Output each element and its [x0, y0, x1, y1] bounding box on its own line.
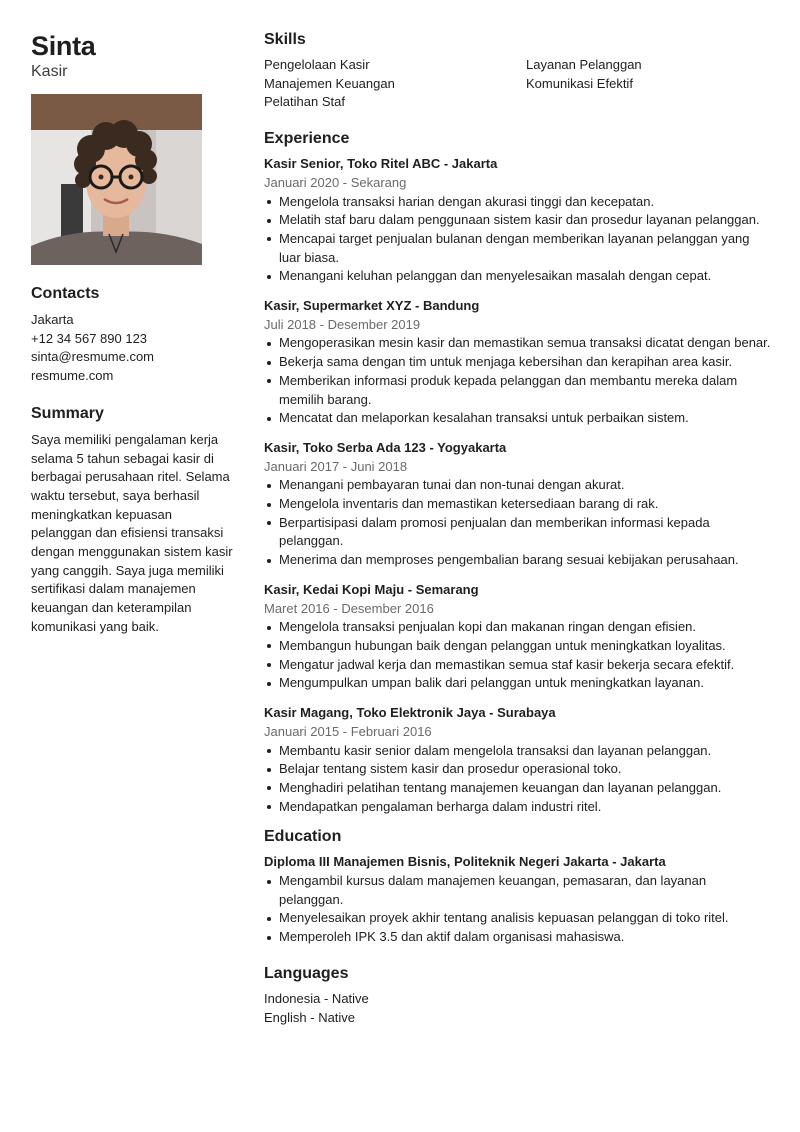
education-bullet: Menyelesaikan proyek akhir tentang analisis kepuasan pelanggan di toko ritel. — [264, 909, 774, 928]
job-entry-title: Kasir Senior, Toko Ritel ABC - Jakarta — [264, 156, 498, 172]
person-name: Sinta — [31, 31, 96, 61]
job-bullet: Belajar tentang sistem kasir dan prosedur operasional toko. — [264, 760, 774, 779]
skills-col-1 — [264, 56, 526, 112]
job-entry — [264, 297, 774, 428]
skill-item: Pelatihan Staf — [264, 94, 345, 110]
job-bullet: Mengumpulkan umpan balik dari pelanggan untuk meningkatkan layanan. — [264, 674, 774, 693]
job-bullet: Mengelola inventaris dan memastikan ketersediaan barang di rak. — [264, 495, 774, 514]
job-entry-title: Kasir, Kedai Kopi Maju - Semarang — [264, 581, 479, 597]
job-entry-dates: Januari 2020 - Sekarang — [264, 174, 407, 190]
skills-section — [264, 30, 774, 112]
job-entry-dates: Juli 2018 - Desember 2019 — [264, 316, 421, 332]
job-bullet: Mencapai target penjualan bulanan dengan memberikan layanan pelanggan yang luar biasa. — [264, 230, 774, 267]
skills-grid — [264, 56, 774, 112]
job-title: Kasir — [31, 63, 68, 80]
right-column — [264, 30, 774, 1027]
job-bullet: Menerima dan memproses pengembalian barang sesuai kebijakan perusahaan. — [264, 551, 774, 570]
education-bullet: Mengambil kursus dalam manajemen keuangan, pemasaran, dan layanan pelanggan. — [264, 872, 774, 909]
job-bullet: Mengelola transaksi penjualan kopi dan makanan ringan dengan efisien. — [264, 618, 774, 637]
education-heading: Education — [264, 828, 342, 846]
contact-location: Jakarta — [31, 312, 74, 327]
job-entry-dates: Maret 2016 - Desember 2016 — [264, 600, 434, 616]
job-bullet: Menangani keluhan pelanggan dan menyelesaikan masalah dengan cepat. — [264, 267, 774, 286]
experience-section — [264, 129, 774, 816]
profile-photo — [31, 94, 202, 265]
job-bullet: Menghadiri pelatihan tentang manajemen keuangan dan layanan pelanggan. — [264, 779, 774, 798]
education-bullet: Memperoleh IPK 3.5 dan aktif dalam organisasi mahasiswa. — [264, 928, 774, 947]
summary-heading: Summary — [31, 404, 104, 422]
job-bullet: Melatih staf baru dalam penggunaan sistem kasir dan prosedur layanan pelanggan. — [264, 211, 774, 230]
language-item: Indonesia - Native — [264, 990, 369, 1006]
job-bullet: Berpartisipasi dalam promosi penjualan dan memberikan informasi kepada pelanggan. — [264, 514, 774, 551]
job-entry-title: Kasir Magang, Toko Elektronik Jaya - Surabaya — [264, 705, 556, 721]
contact-website[interactable]: resmume.com — [31, 368, 114, 384]
job-bullet: Mengelola transaksi harian dengan akurasi tinggi dan kecepatan. — [264, 193, 774, 212]
skill-item: Layanan Pelanggan — [526, 57, 642, 72]
summary-section — [31, 404, 236, 637]
contact-phone[interactable]: +12 34 567 890 123 — [31, 330, 148, 346]
job-entry-dates: Januari 2017 - Juni 2018 — [264, 458, 408, 474]
job-bullet: Bekerja sama dengan tim untuk menjaga kebersihan dan kerapihan area kasir. — [264, 353, 774, 372]
job-bullet: Mengatur jadwal kerja dan memastikan semua staf kasir bekerja secara efektif. — [264, 656, 774, 675]
job-bullets — [264, 193, 774, 287]
skills-heading: Skills — [264, 31, 306, 48]
skill-item: Komunikasi Efektif — [526, 75, 633, 91]
job-entry-dates: Januari 2015 - Februari 2016 — [264, 723, 432, 739]
job-bullets — [264, 618, 774, 693]
skills-col-2 — [526, 56, 774, 112]
job-entry — [264, 439, 774, 570]
education-degree: Diploma III Manajemen Bisnis, Politeknik Negeri Jakarta - Jakarta — [264, 854, 666, 870]
skill-item: Pengelolaan Kasir — [264, 57, 370, 72]
job-bullet: Membangun hubungan baik dengan pelanggan untuk meningkatkan loyalitas. — [264, 637, 774, 656]
job-bullet: Mendapatkan pengalaman berharga dalam industri ritel. — [264, 798, 774, 817]
job-bullet: Membantu kasir senior dalam mengelola transaksi dan layanan pelanggan. — [264, 742, 774, 761]
contact-email[interactable]: sinta@resmume.com — [31, 349, 155, 365]
job-entry — [264, 581, 774, 693]
job-bullets — [264, 334, 774, 428]
education-bullets — [264, 872, 774, 947]
job-bullets — [264, 476, 774, 570]
languages-section — [264, 964, 774, 1027]
job-entry-title: Kasir, Toko Serba Ada 123 - Yogyakarta — [264, 439, 507, 455]
languages-heading: Languages — [264, 964, 349, 982]
job-entry — [264, 704, 774, 816]
job-bullet: Menangani pembayaran tunai dan non-tunai dengan akurat. — [264, 476, 774, 495]
job-entry — [264, 155, 774, 286]
job-bullet: Mengoperasikan mesin kasir dan memastikan semua transaksi dicatat dengan benar. — [264, 334, 774, 353]
profile-photo-illustration — [31, 94, 202, 265]
experience-heading: Experience — [264, 130, 350, 148]
contacts-section — [31, 284, 236, 386]
job-bullets — [264, 742, 774, 817]
left-column — [31, 30, 236, 637]
skill-item: Manajemen Keuangan — [264, 75, 395, 91]
education-section — [264, 827, 774, 947]
contacts-heading: Contacts — [31, 285, 100, 302]
summary-text: Saya memiliki pengalaman kerja selama 5 tahun sebagai kasir di berbagai perusahaan ritel. Selama waktu tersebut, saya berhasil meningkatkan kepuasan pelanggan dan efisiensi transaksi dengan menggunakan sistem kasir yang canggih. Saya juga memiliki sertifikasi dalam manajemen keuangan dan keterampilan komunikasi yang baik. — [31, 431, 233, 634]
job-bullet: Mencatat dan melaporkan kesalahan transaksi untuk perbaikan sistem. — [264, 409, 774, 428]
language-item: English - Native — [264, 1009, 356, 1025]
job-bullet: Memberikan informasi produk kepada pelanggan dan membantu mereka dalam memilih barang. — [264, 372, 774, 409]
job-entry-title: Kasir, Supermarket XYZ - Bandung — [264, 298, 480, 314]
